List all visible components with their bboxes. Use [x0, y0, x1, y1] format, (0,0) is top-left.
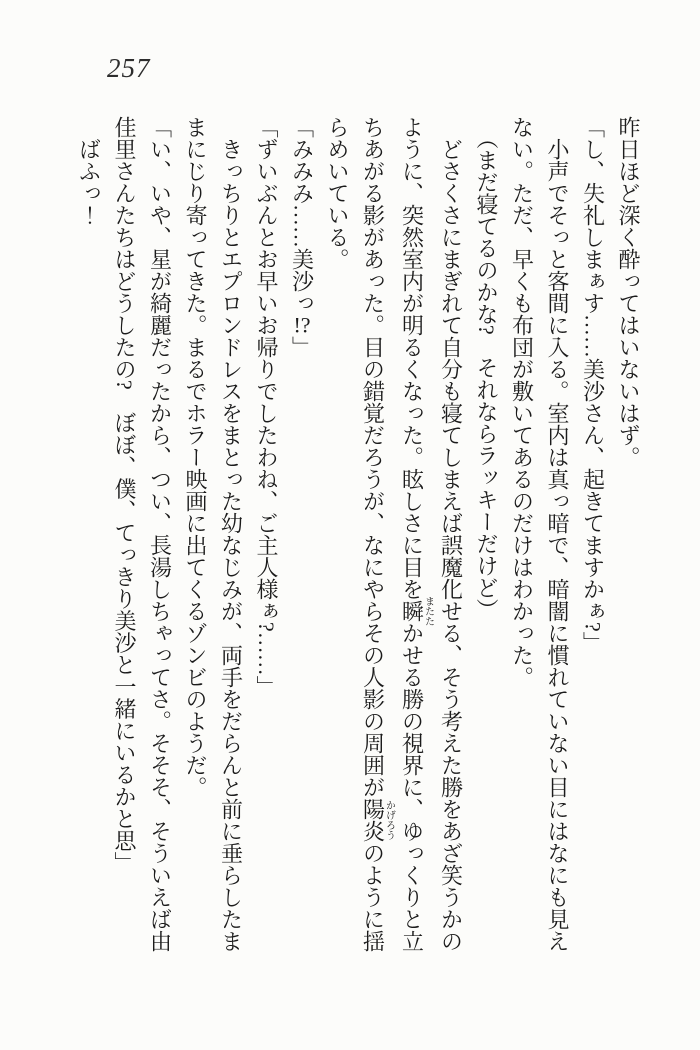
text-segment: ちあがる影があった。目の錯覚だろうが、なにやらその人影の周囲が: [360, 116, 386, 798]
text-segment: かせる勝の視界に、ゆっくりと立: [399, 622, 425, 952]
text-segment: 「ずいぶんとお早いお帰りでしたわね、ご主人様ぁ?……」: [254, 116, 279, 698]
text-block: [78, 116, 646, 962]
text-segment: まにじり寄ってきた。まるでホラー映画に出てくるゾンビのようだ。: [183, 116, 208, 798]
text-line: [71, 116, 107, 962]
text-segment: ように、突然室内が明るくなった。眩しさに目を: [399, 116, 425, 600]
text-line: [249, 116, 285, 962]
text-line: [320, 116, 356, 962]
text-segment: ない。ただ、早くも布団が敷いてあるのだけはわかった。: [509, 116, 535, 688]
text-segment: のように揺: [360, 842, 386, 952]
ruby-annotated-text: 陽炎かげろう: [360, 798, 395, 842]
text-segment: 「い、いや、星が綺麗だったから、つい、長湯しちゃってさ。そそそ、そういえば由: [147, 116, 173, 952]
text-line: [394, 116, 433, 962]
text-segment: （まだ寝てるのかな? それならラッキーだけど）: [474, 116, 499, 621]
text-segment: 佳里さんたちはどうしたの? ぼぼ、僕、てっきり美沙と一緒にいるかと思」: [112, 116, 137, 874]
text-segment: ばふっ！: [76, 116, 102, 226]
tate-chu-yoko-text: !?: [293, 314, 311, 336]
text-segment: 小声でそっと客間に入る。室内は真っ暗で、暗闇に慣れていない目にはなにも見え: [545, 116, 570, 952]
text-segment: どさくさにまぎれて自分も寝てしまえば誤魔化せる、そう考えた勝をあざ笑うかの: [438, 116, 464, 952]
text-segment: 「みみみ……美沙っ: [289, 116, 315, 314]
text-segment: きっちりとエプロンドレスをまとった幼なじみが、両手をだらんと前に垂らしたま: [218, 116, 244, 952]
text-segment: らめいている。: [325, 116, 350, 270]
text-line: [433, 116, 469, 962]
text-line: [178, 116, 214, 962]
text-line: [575, 116, 611, 962]
text-line: [540, 116, 576, 962]
text-line: [355, 116, 394, 962]
text-segment: 「し、失礼しまぁす……美沙さん、起きてますかぁ?」: [580, 116, 606, 654]
ruby-annotated-text: 瞬またた: [399, 596, 434, 626]
text-line: [611, 116, 647, 962]
text-line: [504, 116, 540, 962]
text-line: [284, 116, 320, 962]
text-line: [213, 116, 249, 962]
page-number: 257: [107, 53, 151, 83]
text-line: [107, 116, 143, 962]
text-line: [469, 116, 505, 962]
text-segment: 」: [289, 336, 315, 358]
text-line: [142, 116, 178, 962]
text-segment: 昨日ほど深く酔ってはいないはず。: [616, 116, 641, 468]
